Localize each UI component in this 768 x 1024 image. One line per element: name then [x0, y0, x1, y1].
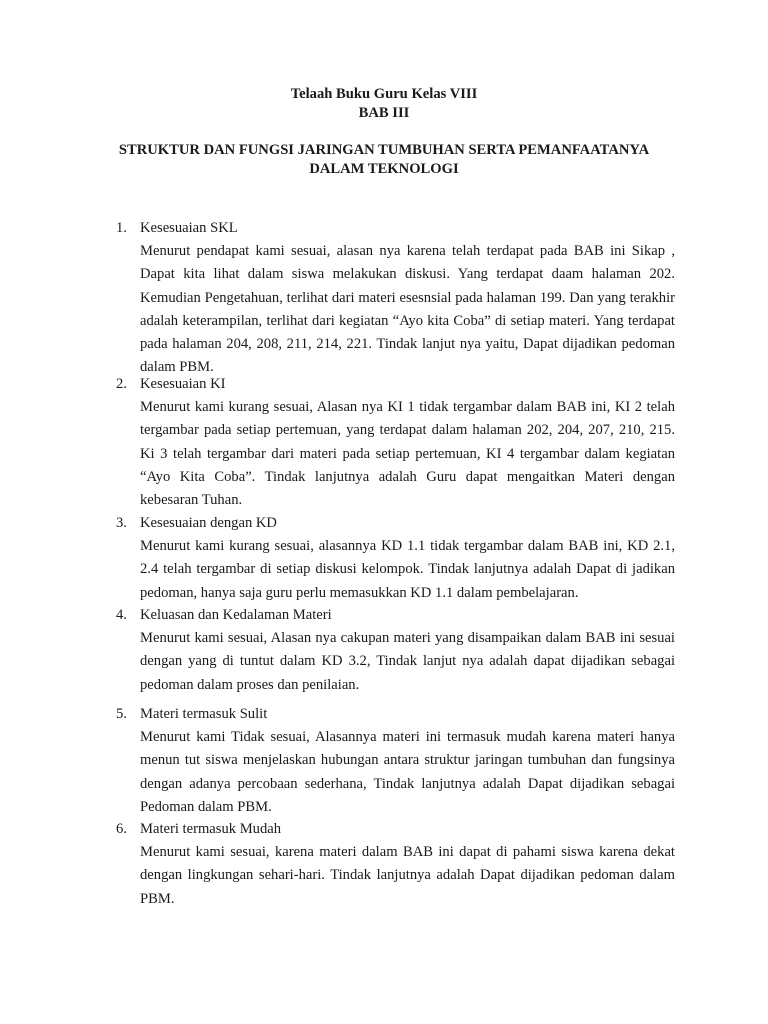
item-body: Menurut kami Tidak sesuai, Alasannya materi ini termasuk mudah karena materi hanya menun tut siswa menjelaskan hubungan antara struktur jaringan tumbuhan dan fungsinya dengan adanya percobaan sederhana, Tindak lanjutnya adalah Dapat dijadikan sebagai Pedoman dalam PBM. [140, 729, 675, 815]
item-body: Menurut kami kurang sesuai, alasannya KD 1.1 tidak tergambar dalam BAB ini, KD 2.1, 2.4 telah tergambar di setiap diskusi kelompok. Tindak lanjutnya adalah Dapat di jadikan pedoman, hanya saja guru perlu memasukkan KD 1.1 dalam pembelajaran. [140, 538, 675, 601]
item-body: Menurut kami sesuai, Alasan nya cakupan materi yang disampaikan dalam BAB ini sesuai dengan yang di tuntut dalam KD 3.2, Tindak lanjut nya adalah dapat dijadikan sebagai pedoman dalam proses dan penilaian. [140, 630, 675, 693]
item-body: Menurut kami sesuai, karena materi dalam BAB ini dapat di pahami siswa karena dekat dengan lingkungan sehari-hari. Tindak lanjutnya adalah Dapat dijadikan pedoman dalam PBM. [140, 844, 675, 907]
item-body: Menurut kami kurang sesuai, Alasan nya KI 1 tidak tergambar dalam BAB ini, KI 2 telah tergambar pada setiap pertemuan, yang terdapat dalam halaman 202, 204, 207, 210, 215. Ki 3 telah tergambar dari materi pada setiap pertemuan, KI 4 tergambar dalam kegiatan “Ayo Kita Coba”. Tindak lanjutnya adalah Guru dapat mengaitkan Materi dengan kebesaran Tuhan. [140, 399, 675, 509]
chapter-title-line-2: DALAM TEKNOLOGI [309, 161, 459, 177]
item-heading: Materi termasuk Mudah [140, 821, 282, 837]
chapter-label: BAB III [358, 105, 410, 121]
item-heading: Kesesuaian KI [140, 376, 226, 392]
chapter-title-line-1: STRUKTUR DAN FUNGSI JARINGAN TUMBUHAN SERTA PEMANFAATANYA [118, 142, 650, 158]
item-number: 2. [116, 376, 127, 392]
item-body: Menurut pendapat kami sesuai, alasan nya karena telah terdapat pada BAB ini Sikap , Dapat kita lihat dalam siswa melakukan diskusi. Yang terdapat daam halaman 202. Kemudian Pengetahuan, terlihat dari materi esesnsial pada halaman 199. Dan yang terakhir adalah keterampilan, terlihat dari kegiatan “Ayo kita Coba” di setiap materi. Yang terdapat pada halaman 204, 208, 211, 214, 221. Tindak lanjut nya yaitu, Dapat dijadikan pedoman dalam PBM. [140, 243, 675, 376]
item-heading: Keluasan dan Kedalaman Materi [140, 607, 332, 623]
item-heading: Materi termasuk Sulit [140, 706, 268, 722]
item-number: 6. [116, 821, 127, 837]
item-heading: Kesesuaian SKL [140, 220, 238, 236]
document-title: Telaah Buku Guru Kelas VIII [290, 86, 478, 102]
item-number: 1. [116, 220, 127, 236]
item-number: 3. [116, 515, 127, 531]
item-heading: Kesesuaian dengan KD [140, 515, 277, 531]
item-number: 5. [116, 706, 127, 722]
item-number: 4. [116, 607, 127, 623]
